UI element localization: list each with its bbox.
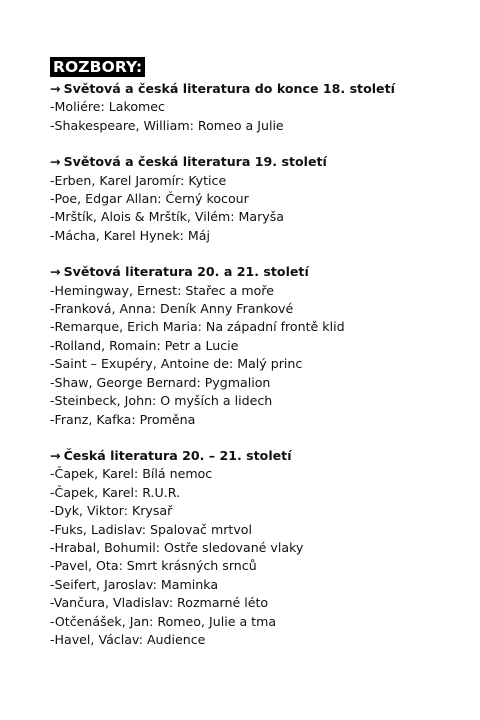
list-item: -Poe, Edgar Allan: Černý kocour [50,191,249,207]
arrow-icon: → [50,264,61,280]
section-heading-text: Světová a česká literatura 19. století [63,154,327,170]
list-item: -Otčenášek, Jan: Romeo, Julie a tma [50,613,277,629]
list-item: -Mrštík, Alois & Mrštík, Vilém: Maryša [50,209,285,225]
list-item: -Hemingway, Ernest: Stařec a moře [50,282,274,298]
section-world-czech-19th [50,153,460,245]
document-content [50,57,460,649]
section-heading [50,263,460,281]
list-item: -Čapek, Karel: Bílá nemoc [50,466,213,482]
list-item: -Havel, Václav: Audience [50,631,206,647]
list-item: -Dyk, Viktor: Krysař [50,503,173,519]
list-item: -Shaw, George Bernard: Pygmalion [50,374,271,390]
list-item: -Erben, Karel Jaromír: Kytice [50,172,227,188]
section-heading [50,447,460,465]
section-heading-text: Světová a česká literatura do konce 18. století [63,81,395,96]
arrow-icon: → [50,81,61,96]
section-czech-20th-21st [50,447,460,649]
list-item: -Seifert, Jaroslav: Maminka [50,576,219,592]
list-item: -Remarque, Erich Maria: Na západní frontě klid [50,319,345,335]
arrow-icon: → [50,447,61,463]
section-world-czech-18th [50,80,460,135]
list-item: -Moliére: Lakomec [50,99,165,115]
section-world-20th-21st [50,263,460,429]
list-item: -Shakespeare, William: Romeo a Julie [50,117,284,133]
arrow-icon: → [50,154,61,170]
list-item: -Rolland, Romain: Petr a Lucie [50,337,239,353]
list-item: -Steinbeck, John: O myších a lidech [50,393,273,409]
list-item: -Hrabal, Bohumil: Ostře sledované vlaky [50,539,304,555]
list-item: -Franz, Kafka: Proměna [50,411,196,427]
list-item: -Franková, Anna: Deník Anny Frankové [50,301,294,317]
title-row [50,57,460,80]
section-heading-text: Světová literatura 20. a 21. století [63,264,309,280]
section-heading-text: Česká literatura 20. – 21. století [63,447,292,463]
list-item: -Fuks, Ladislav: Spalovač mrtvol [50,521,253,537]
section-heading [50,80,460,98]
page-title: ROZBORY: [50,57,145,77]
list-item: -Mácha, Karel Hynek: Máj [50,227,210,243]
list-item: -Saint – Exupéry, Antoine de: Malý princ [50,356,303,372]
list-item: -Čapek, Karel: R.U.R. [50,484,181,500]
list-item: -Vančura, Vladislav: Rozmarné léto [50,595,269,611]
section-heading [50,153,460,171]
list-item: -Pavel, Ota: Smrt krásných srnců [50,558,257,574]
